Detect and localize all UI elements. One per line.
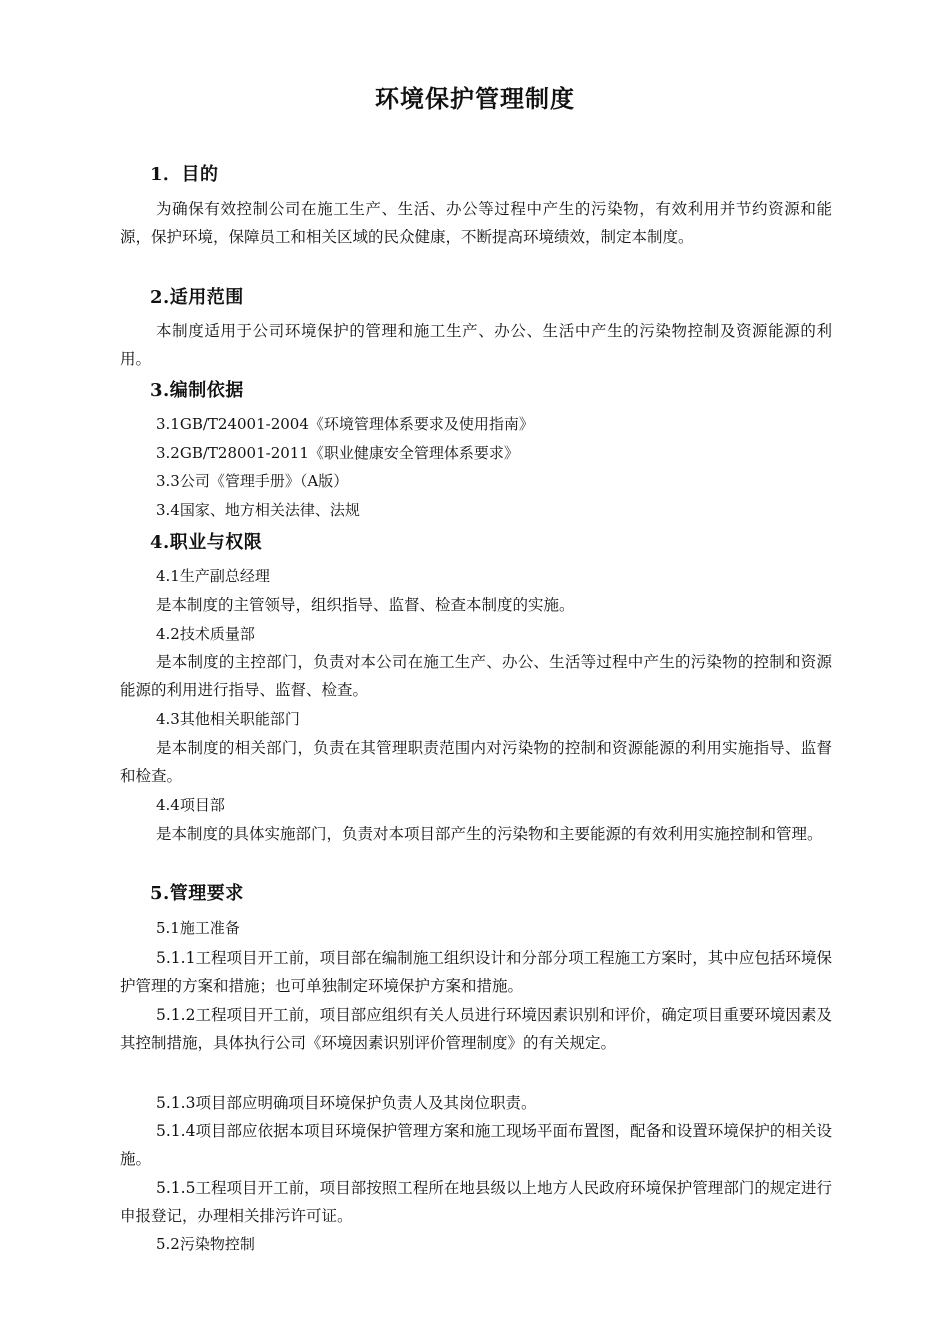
section-body-scope: 本制度适用于公司环境保护的管理和施工生产、办公、生活中产生的污染物控制及资源能源的利用。 [120,322,832,368]
role-desc: 是本制度的具体实施部门，负责对本项目部产生的污染物和主要能源的有效利用实施控制和管理。 [156,825,823,843]
section-heading-requirements: 5.管理要求 [150,883,244,904]
role-title: 4.4项目部 [156,796,225,814]
role-desc: 是本制度的主控部门，负责对本公司在施工生产、办公、生活等过程中产生的污染物的控制和资源能源的利用进行指导、监督、检查。 [120,653,832,699]
section-heading-basis: 3.编制依据 [150,380,244,401]
basis-item: 3.2GB/T28001-2011《职业健康安全管理体系要求》 [156,444,519,462]
subsection-title: 5.2污染物控制 [156,1235,255,1253]
basis-item: 3.3公司《管理手册》（A版） [156,472,349,490]
role-title: 4.1生产副总经理 [156,567,270,585]
role-title: 4.2技术质量部 [156,625,255,643]
section-heading-scope: 2.适用范围 [150,287,244,308]
subsection-title: 5.1施工准备 [156,919,240,937]
role-title: 4.3其他相关职能部门 [156,710,300,728]
role-desc: 是本制度的主管领导，组织指导、监督、检查本制度的实施。 [156,596,575,614]
section-body-purpose: 为确保有效控制公司在施工生产、生活、办公等过程中产生的污染物，有效利用并节约资源和能源，保护环境，保障员工和相关区域的民众健康，不断提高环境绩效，制定本制度。 [120,200,832,246]
document-title: 环境保护管理制度 [375,84,575,113]
basis-item: 3.1GB/T24001-2004《环境管理体系要求及使用指南》 [156,415,534,433]
clause: 5.1.4项目部应依据本项目环境保护管理方案和施工现场平面布置图，配备和设置环境保护的相关设施。 [120,1122,832,1168]
clause: 5.1.3项目部应明确项目环境保护负责人及其岗位职责。 [156,1094,537,1112]
basis-item: 3.4国家、地方相关法律、法规 [156,501,360,519]
clause: 5.1.2工程项目开工前，项目部应组织有关人员进行环境因素识别和评价，确定项目重要环境因素及其控制措施，具体执行公司《环境因素识别评价管理制度》的有关规定。 [120,1006,832,1052]
clause: 5.1.1工程项目开工前，项目部在编制施工组织设计和分部分项工程施工方案时，其中应包括环境保护管理的方案和措施；也可单独制定环境保护方案和措施。 [120,949,832,995]
section-heading-purpose: 1．目的 [150,164,219,185]
section-heading-duties: 4.职业与权限 [150,532,263,553]
role-desc: 是本制度的相关部门，负责在其管理职责范围内对污染物的控制和资源能源的利用实施指导、监督和检查。 [120,739,832,785]
clause: 5.1.5工程项目开工前，项目部按照工程所在地县级以上地方人民政府环境保护管理部门的规定进行申报登记，办理相关排污许可证。 [120,1179,832,1225]
